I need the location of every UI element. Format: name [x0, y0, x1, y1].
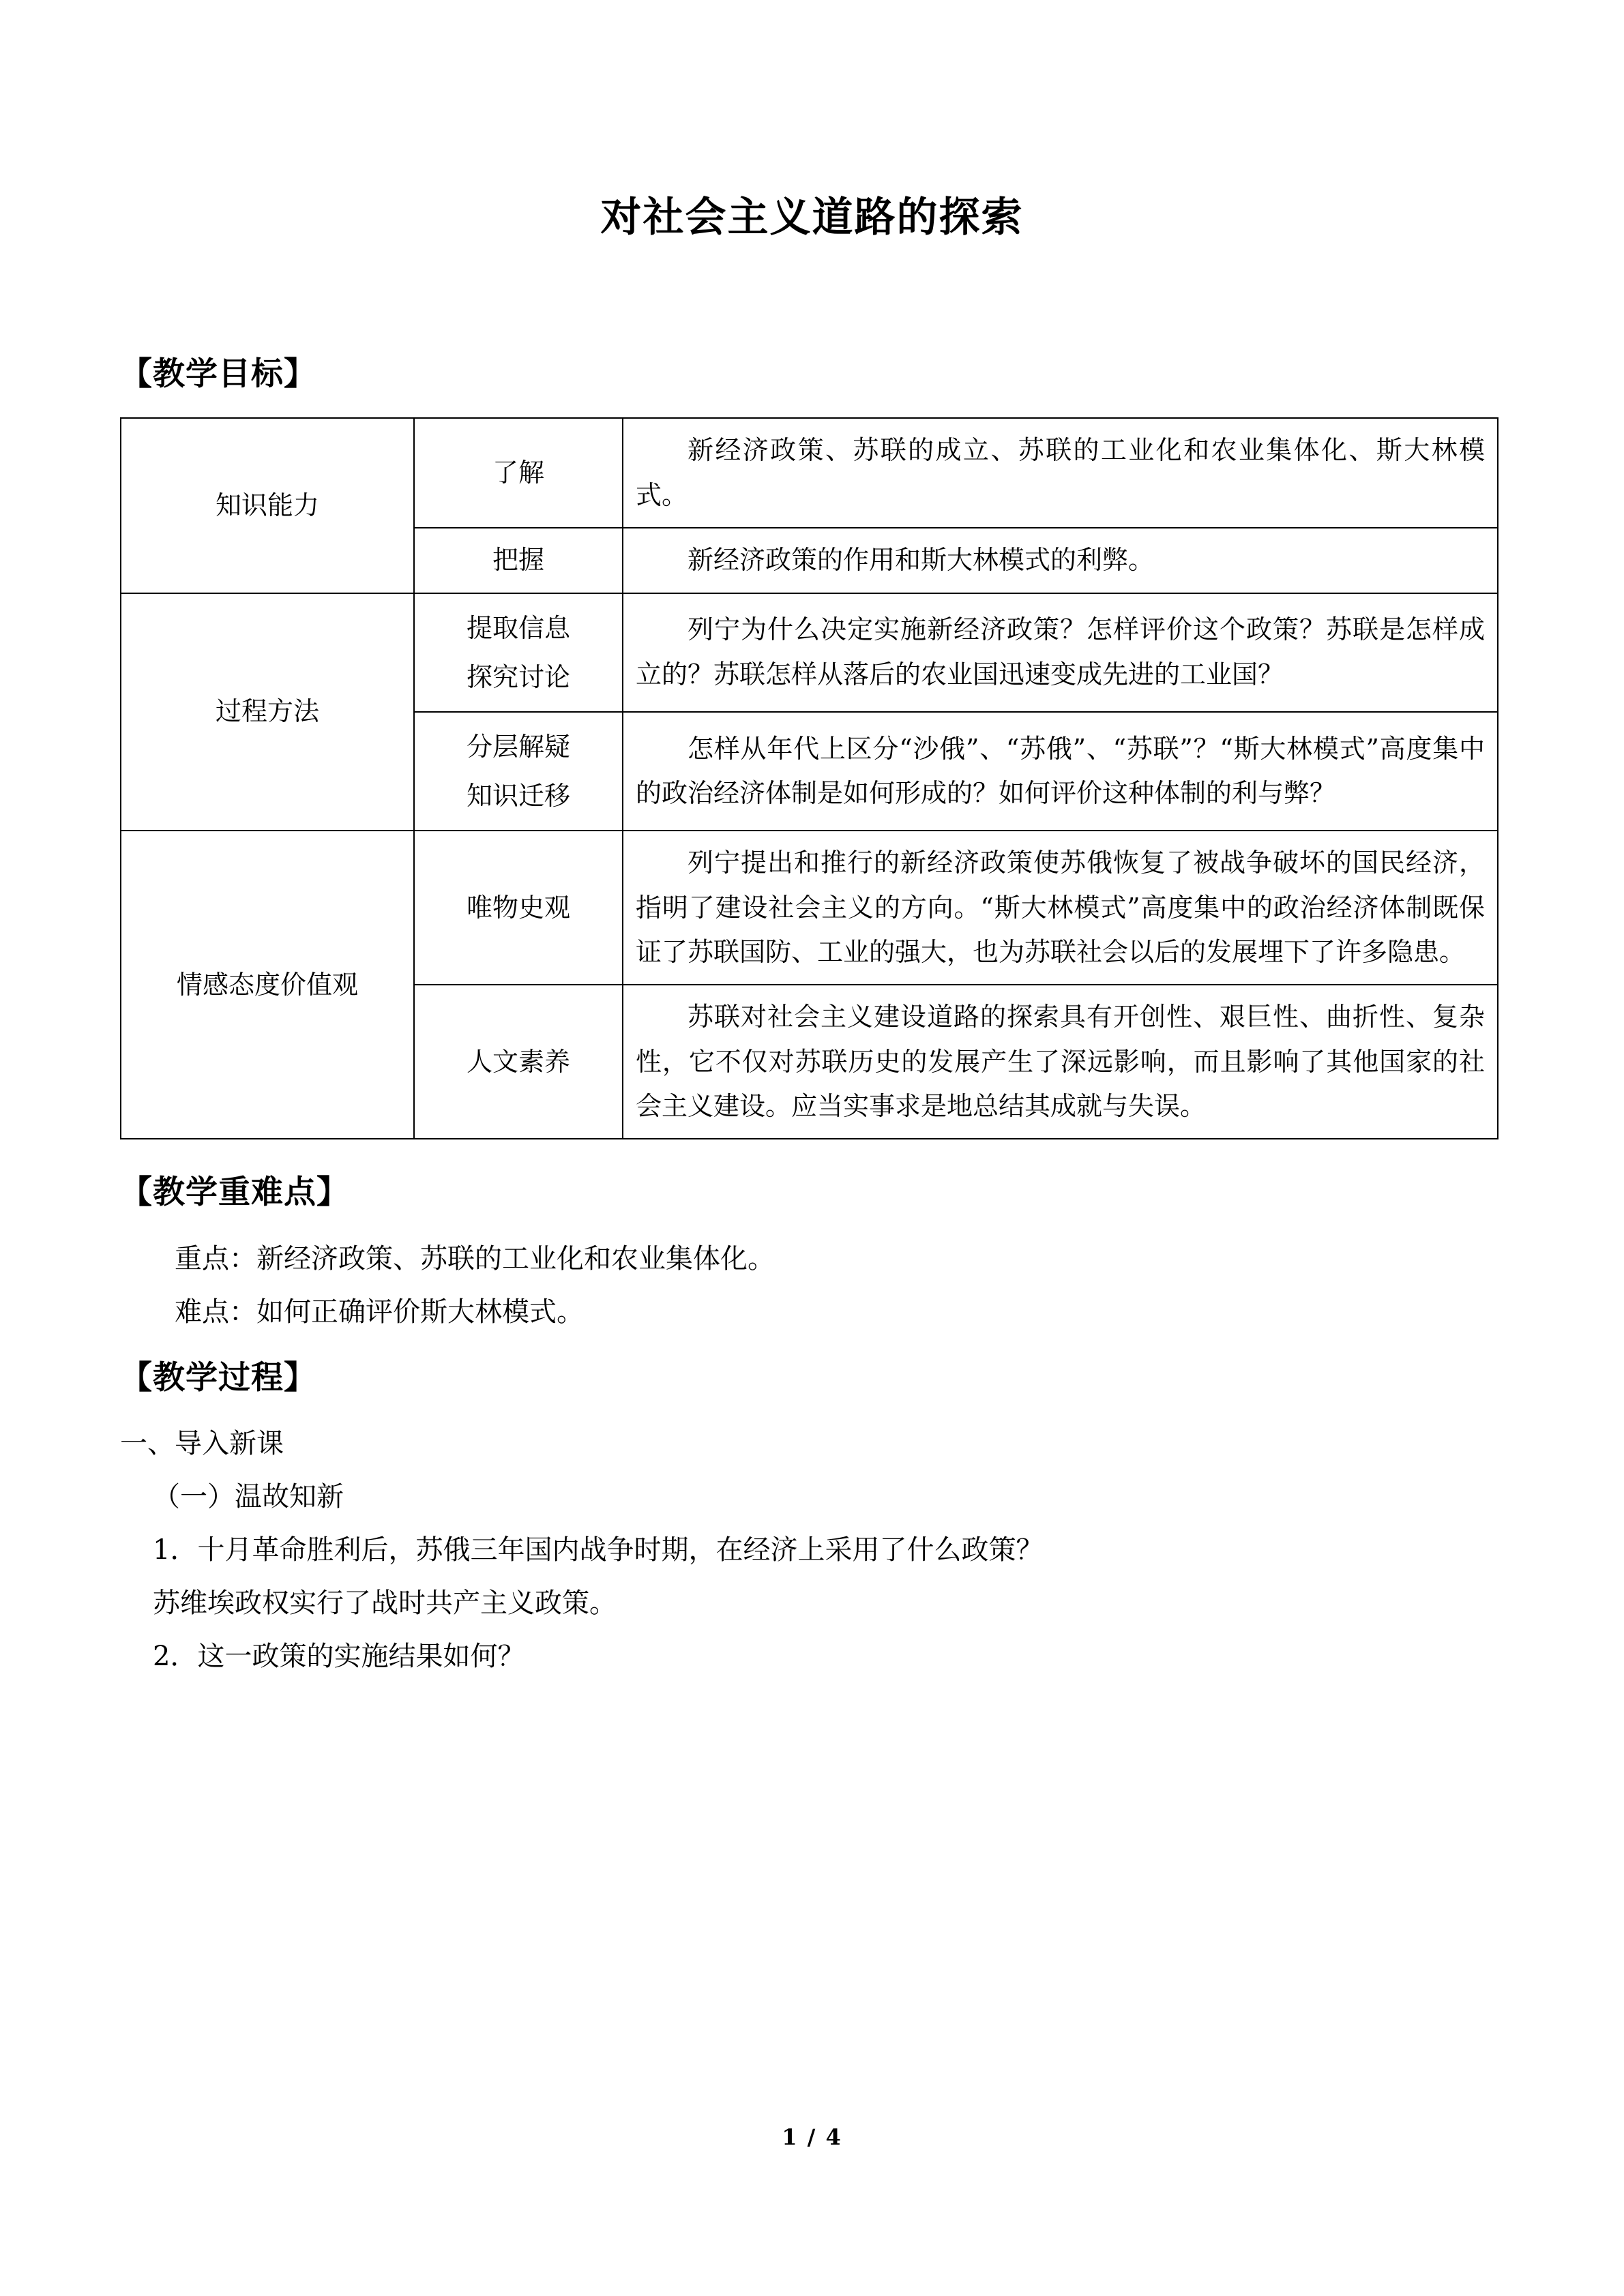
process-step-1-title: 一、导入新课 [120, 1428, 284, 1460]
table-row [121, 593, 1498, 712]
spacer [120, 1214, 1504, 1232]
objective-aspect-understand: 了解 [414, 418, 623, 528]
objective-content-understand [623, 418, 1498, 528]
objective-aspect-historical-materialism: 唯物史观 [414, 831, 623, 985]
objective-content-extract-info [623, 593, 1498, 712]
objective-content-text: 新经济政策、苏联的成立、苏联的工业化和农业集体化、斯大林模式。 [636, 435, 1485, 510]
objective-category-values: 情感态度价值观 [121, 831, 414, 1139]
table-row [121, 831, 1498, 985]
objective-content-historical-materialism [623, 831, 1498, 985]
spacer [120, 1399, 1504, 1417]
spacer [120, 1339, 1504, 1356]
objective-category-knowledge: 知识能力 [121, 418, 414, 593]
objective-content-text: 列宁为什么决定实施新经济政策？怎样评价这个政策？苏联是怎样成立的？苏联怎样从落后的农业国迅速变成先进的工业国？ [636, 614, 1485, 689]
page-number-footer: 1 / 4 [782, 2124, 842, 2150]
table-row [121, 418, 1498, 528]
objective-content-text: 怎样从年代上区分“沙俄”、“苏俄”、“苏联”？“斯大林模式”高度集中的政治经济体制是如何形成的？如何评价这种体制的利与弊？ [636, 733, 1485, 809]
process-answer-1: 苏维埃政权实行了战时共产主义政策。 [153, 1587, 617, 1620]
objective-content-text: 列宁提出和推行的新经济政策使苏俄恢复了被战争破坏的国民经济，指明了建设社会主义的方向。“斯大林模式”高度集中的政治经济体制既保证了苏联国防、工业的强大，也为苏联社会以后的发展埋下了许多隐患。 [636, 848, 1485, 967]
teaching-objectives-table [120, 417, 1498, 1139]
spacer [120, 1139, 1504, 1171]
key-point-difficulty: 难点：如何正确评价斯大林模式。 [175, 1296, 584, 1328]
objective-aspect-line-1: 分层解疑 [466, 731, 570, 762]
objective-aspect-grasp: 把握 [414, 528, 623, 593]
objective-content-text: 苏联对社会主义建设道路的探索具有开创性、艰巨性、曲折性、复杂性，它不仅对苏联历史的发展产生了深远影响，而且影响了其他国家的社会主义建设。应当实事求是地总结其成就与失误。 [636, 1002, 1485, 1122]
objective-content-layered-inquiry [623, 712, 1498, 831]
section-heading-key-difficult-points: 【教学重难点】 [120, 1174, 349, 1212]
objective-content-text: 新经济政策的作用和斯大林模式的利弊。 [688, 545, 1155, 576]
objective-category-process: 过程方法 [121, 593, 414, 831]
objective-aspect-layered-inquiry [414, 712, 623, 831]
objective-content-grasp [623, 528, 1498, 593]
objective-aspect-line-2: 知识迁移 [466, 781, 570, 811]
objective-aspect-line-2: 探究讨论 [466, 661, 570, 692]
key-point-focus: 重点：新经济政策、苏联的工业化和农业集体化。 [175, 1242, 775, 1274]
process-question-2: 2．这一政策的实施结果如何？ [153, 1641, 525, 1673]
page-title: 对社会主义道路的探索 [600, 194, 1024, 241]
objective-aspect-extract-info [414, 593, 623, 712]
section-heading-teaching-process: 【教学过程】 [120, 1358, 316, 1397]
section-heading-teaching-objectives: 【教学目标】 [120, 355, 316, 393]
process-question-1: 1．十月革命胜利后，苏俄三年国内战争时期，在经济上采用了什么政策？ [153, 1534, 1044, 1566]
objective-aspect-humanistic-literacy: 人文素养 [414, 985, 623, 1139]
objective-content-humanistic-literacy [623, 985, 1498, 1139]
objective-aspect-line-1: 提取信息 [466, 612, 570, 643]
process-substep-1-title: （一）温故知新 [153, 1481, 344, 1513]
